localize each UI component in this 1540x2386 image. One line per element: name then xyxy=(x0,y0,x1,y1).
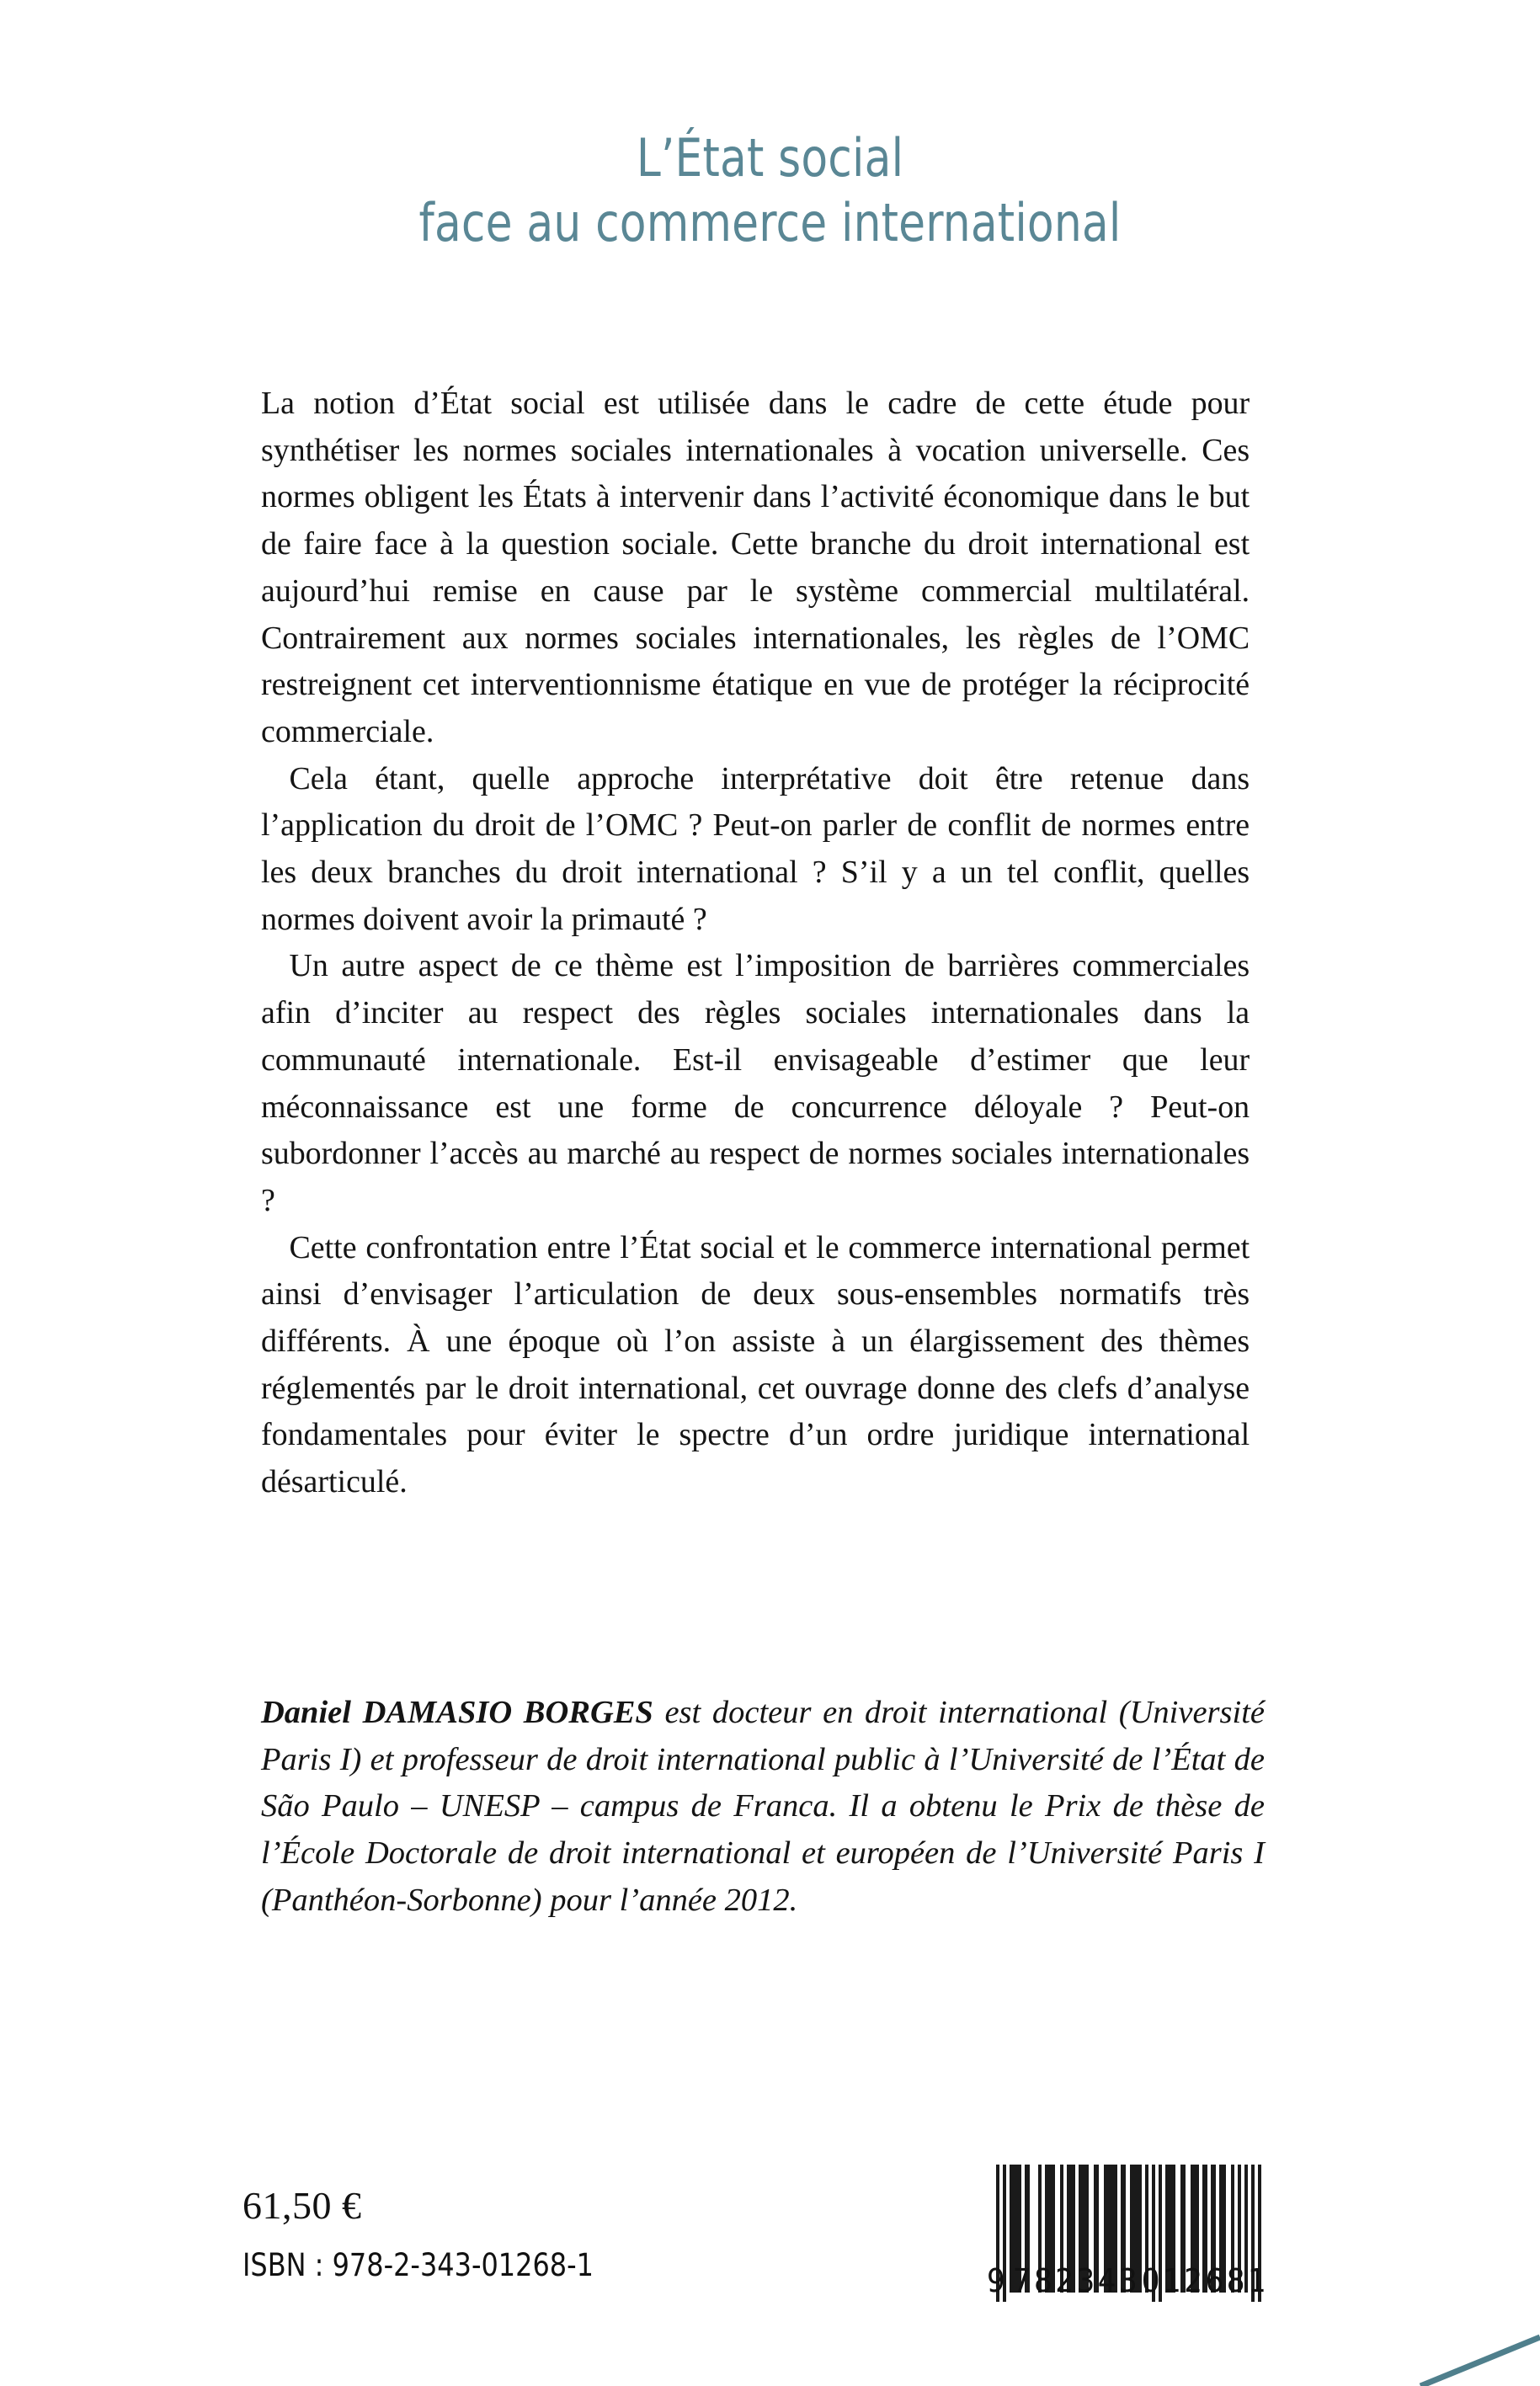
blurb-paragraph-1: La notion d’État social est utilisée dans le cadre de cette étude pour synthétiser les normes sociales internationales à vocation universelle. Ces normes obligent les États à intervenir dans l’activité économique dans le but de faire face à la question sociale. Cette branche du droit international est aujourd’hui remise en cause par le système commercial multilatéral. Contrairement aux normes sociales internationales, les règles de l’OMC restreignent cet interventionnisme étatique en vue de protéger la réciprocité commerciale. xyxy=(261,386,1250,749)
barcode-lead-digit: 9 xyxy=(987,2262,1006,2299)
blurb-text xyxy=(261,381,1265,1506)
book-title-line-1: L’État social xyxy=(636,127,904,189)
barcode-digits xyxy=(987,2263,1270,2298)
author-bio-paragraph xyxy=(261,1690,1265,1925)
isbn-label: ISBN : 978-2-343-01268-1 xyxy=(242,2247,594,2283)
blurb-paragraph-2: Cela étant, quelle approche interprétative doit être retenue dans l’application du droit de l’OMC ? Peut-on parler de conflit de normes entre les deux branches du droit international ? S’il y a un tel conflit, quelles normes doivent avoir la primauté ? xyxy=(261,760,1250,937)
barcode-left-group: 782343 xyxy=(1012,2262,1141,2299)
blurb-paragraph-3: Un autre aspect de ce thème est l’imposition de barrières commerciales afin d’inciter au respect des règles sociales internationales dans la communauté internationale. Est-il envisageable d’estimer que leur méconnaissance est une forme de concurrence déloyale ? Peut-on subordonner l’accès au marché au respect de normes sociales internationales ? xyxy=(261,948,1250,1218)
blurb-paragraph-4: Cette confrontation entre l’État social et le commerce international permet ainsi d’envisager l’articulation de deux sous-ensembles normatifs très différents. À une époque où l’on assiste à un élargissement des thèmes réglementés par le droit international, cet ouvrage donne des clefs d’analyse fondamentales pour éviter le spectre d’un ordre juridique international désarticulé. xyxy=(261,1229,1250,1500)
barcode-right-group: 012681 xyxy=(1141,2262,1270,2299)
author-biography xyxy=(261,1690,1265,1925)
author-name: Daniel DAMASIO BORGES xyxy=(261,1695,653,1730)
book-title xyxy=(0,126,1540,256)
author-bio-text: est docteur en droit international (Université Paris I) et professeur de droit international public à l’Université de l’État de São Paulo – UNESP – campus de Franca. Il a obtenu le Prix de thèse de l’École Doctorale de droit international et européen de l’Université Paris I (Panthéon-Sorbonne) pour l’année 2012. xyxy=(261,1695,1265,1918)
corner-diagonal-decoration xyxy=(1372,2285,1540,2386)
price-label: 61,50 € xyxy=(242,2184,362,2227)
book-title-line-2: face au commerce international xyxy=(418,191,1122,253)
